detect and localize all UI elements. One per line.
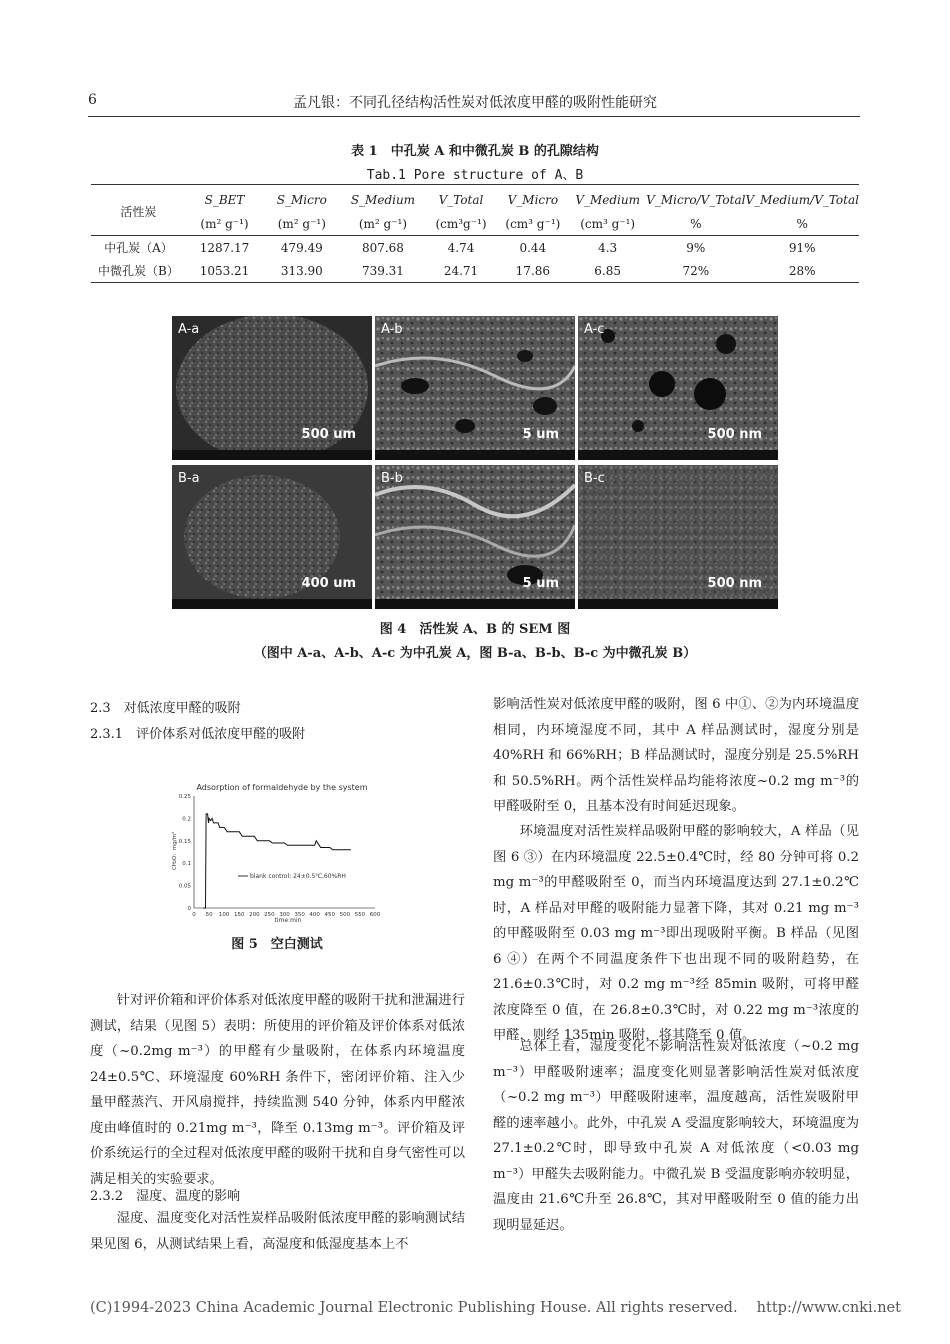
sem-panel <box>578 465 778 609</box>
cell: 739.31 <box>340 259 425 283</box>
scale-bar: 500 nm <box>707 576 762 591</box>
y-tick-label: 0.15 <box>178 838 191 845</box>
scale-bar: 500 nm <box>707 427 762 442</box>
x-tick-label: 600 <box>369 912 380 918</box>
cell: 1053.21 <box>186 259 263 283</box>
sem-info-strip <box>172 599 372 609</box>
x-tick-label: 450 <box>324 912 335 918</box>
x-tick-label: 200 <box>249 912 260 918</box>
col-unit: (m² g⁻¹) <box>186 213 263 236</box>
sem-info-strip <box>375 450 575 460</box>
subsection-heading: 2.3.2 湿度、温度的影响 <box>90 1189 241 1204</box>
sem-info-strip <box>578 599 778 609</box>
scale-bar: 5 um <box>522 576 559 591</box>
figure5-caption: 图 5 空白测试 <box>231 937 323 952</box>
table-caption-en: Tab.1 Pore structure of A、B <box>366 168 584 183</box>
x-tick-label: 350 <box>294 912 305 918</box>
cell: 0.44 <box>519 240 547 255</box>
sem-info-strip <box>172 450 372 460</box>
cell: 28% <box>745 259 859 283</box>
x-tick-label: 100 <box>218 912 230 918</box>
col-header: V_Medium <box>569 185 646 214</box>
header-rule <box>88 116 860 117</box>
left-paragraph: 湿度、温度变化对活性炭样品吸附低浓度甲醛的影响测试结果见图 6，从测试结果上看，高湿度和低湿度基本上不 <box>90 1211 465 1252</box>
cell: 91% <box>788 240 816 255</box>
col-header: V_Total <box>425 185 496 214</box>
series-line <box>203 814 351 908</box>
col-header: V_Medium/V_Total <box>745 185 859 214</box>
col-unit: (m² g⁻¹) <box>263 213 340 236</box>
chart-series <box>203 814 351 908</box>
table-row <box>91 236 859 260</box>
cell: 4.74 <box>447 240 475 255</box>
panel-label: B-b <box>381 471 403 486</box>
row-label: 中孔炭（A） <box>104 241 173 255</box>
cell: 17.86 <box>497 259 570 283</box>
cell: 807.68 <box>361 240 404 255</box>
figure4-caption: 图 4 活性炭 A、B 的 SEM 图 <box>379 622 571 637</box>
col-unit: (m² g⁻¹) <box>340 213 425 236</box>
x-tick-label: 50 <box>205 912 213 918</box>
page-number: 6 <box>88 92 97 108</box>
y-tick-label: 0.05 <box>178 883 191 890</box>
col-unit: (cm³g⁻¹) <box>425 213 496 236</box>
col-header: V_Micro <box>497 185 570 214</box>
panel-label: B-c <box>584 471 605 486</box>
copyright-footer: (C)1994-2023 China Academic Journal Electronic Publishing House. All rights reserved. http://www.cnki.net <box>90 1300 901 1316</box>
sem-panel <box>375 316 575 460</box>
col-header: V_Micro/V_Total <box>646 185 745 214</box>
sem-info-strip <box>375 599 575 609</box>
y-tick-label: 0.25 <box>178 794 191 800</box>
x-tick-label: 500 <box>339 912 351 918</box>
col-header: S_BET <box>186 185 263 214</box>
x-tick-label: 400 <box>309 912 320 918</box>
col-header: S_Micro <box>263 185 340 214</box>
chart-axes <box>179 794 380 918</box>
sem-info-strip <box>578 450 778 460</box>
subsection-heading: 2.3.1 评价体系对低浓度甲醛的吸附 <box>90 727 306 742</box>
cell: 4.3 <box>598 240 618 255</box>
sem-panel <box>172 465 372 609</box>
section-heading: 2.3 对低浓度甲醛的吸附 <box>90 701 241 716</box>
x-tick-label: 150 <box>234 912 245 918</box>
y-tick-label: 0.2 <box>182 816 191 823</box>
panel-label: A-a <box>178 322 200 337</box>
x-tick-label: 550 <box>354 912 366 918</box>
running-title: 孟凡银：不同孔径结构活性炭对低浓度甲醛的吸附性能研究 <box>293 95 657 111</box>
x-axis-label: time:min <box>274 917 302 924</box>
figure4-subcaption: （图中 A-a、A-b、A-c 为中孔炭 A，图 B-a、B-b、B-c 为中微孔炭 B） <box>253 646 697 661</box>
scale-bar: 500 um <box>301 427 356 442</box>
y-tick-label: 0 <box>187 906 191 912</box>
right-paragraph: 影响活性炭对低浓度甲醛的吸附，图 6 中①、②为内环境温度相同，内环境湿度不同，其中 A 样品测试时，湿度分别是 40%RH 和 66%RH；B 样品测试时，湿度分别是 25.5%RH 和 50.5%RH。两个活性炭样品均能将浓度~0.2 mg m⁻³的甲醛吸附至 0，且基本没有时间延迟现象。 <box>493 697 859 814</box>
right-paragraph: 环境温度对活性炭样品吸附甲醛的影响较大，A 样品（见图 6 ③）在内环境温度 22.5±0.4℃时，经 80 分钟可将 0.2 mg m⁻³的甲醛吸附至 0，而当内环境温度达到 27.1±0.2℃时，A 样品对甲醛的吸附能力显著下降，其对 0.21 mg m⁻³的甲醛吸附至 0.03 mg m⁻³即出现吸附平衡。B 样品（见图 6 ④）在两个不同温度条件下也出现不同的吸附趋势，在 21.6±0.3℃时，对 0.2 mg m⁻³经 85min 吸附，可将甲醛浓度降至 0 值，在 26.8±0.3℃时，对 0.22 mg m⁻³浓度的甲醛，则经 135min 吸附，将其降至 0 值。 <box>493 824 859 1043</box>
x-tick-label: 300 <box>279 912 290 918</box>
panel-label: A-b <box>381 322 403 337</box>
pore-structure-table <box>91 184 859 283</box>
blank-test-chart <box>170 776 380 926</box>
table-caption-cn: 表 1 中孔炭 A 和中微孔炭 B 的孔隙结构 <box>351 144 599 159</box>
row-header: 活性炭 <box>91 185 186 236</box>
sem-panel <box>172 316 372 460</box>
col-unit: % <box>745 213 859 236</box>
panel-label: B-a <box>178 471 200 486</box>
x-tick-label: 250 <box>264 912 275 918</box>
scale-bar: 400 um <box>301 576 356 591</box>
cell: 24.71 <box>425 259 496 283</box>
col-unit: (cm³ g⁻¹) <box>497 213 570 236</box>
cell: 313.90 <box>263 259 340 283</box>
cell: 1287.17 <box>199 240 250 255</box>
cell: 6.85 <box>569 259 646 283</box>
y-axis-label: CH₂O：mg/m³ <box>172 831 178 871</box>
y-tick-label: 0.1 <box>182 861 191 868</box>
col-unit: % <box>646 213 745 236</box>
row-label: 中微孔炭（B） <box>91 259 186 283</box>
col-header: S_Medium <box>340 185 425 214</box>
cell: 72% <box>646 259 745 283</box>
sem-panel <box>578 316 778 460</box>
sem-panel <box>375 465 575 609</box>
right-paragraph: 总体上看，湿度变化不影响活性炭对低浓度（~0.2 mg m⁻³）甲醛吸附速率；温度变化则显著影响活性炭对低浓度（~0.2 mg m⁻³）甲醛吸附速率，温度越高，活性炭吸附甲醛的速率越小。此外，中孔炭 A 受温度影响较大，环境温度为 27.1±0.2℃时，即导致中孔炭 A 对低浓度（<0.03 mg m⁻³）甲醛失去吸附能力。中微孔炭 B 受温度影响亦较明显，温度由 21.6℃升至 26.8℃，其对甲醛吸附至 0 值的能力出现明显延迟。 <box>493 1039 859 1233</box>
x-tick-label: 0 <box>192 912 196 918</box>
col-unit: (cm³ g⁻¹) <box>569 213 646 236</box>
sem-figure <box>172 316 778 610</box>
table-row <box>91 259 859 283</box>
cell: 479.49 <box>280 240 323 255</box>
panel-label: A-c <box>584 322 605 337</box>
cell: 9% <box>686 240 706 255</box>
scale-bar: 5 um <box>522 427 559 442</box>
left-paragraph: 针对评价箱和评价体系对低浓度甲醛的吸附干扰和泄漏进行测试，结果（见图 5）表明：所使用的评价箱及评价体系对低浓度（~0.2mg m⁻³）的甲醛有少量吸附，在体系内环境温度 24±0.5℃、环境湿度 60%RH 条件下，密闭评价箱、注入少量甲醛蒸汽、开风扇搅拌，持续监测 540 分钟，体系内甲醛浓度由峰值时的 0.21mg m⁻³，降至 0.13mg m⁻³。评价箱及评价系统运行的全过程对低浓度甲醛的吸附干扰和自身气密性可以满足相关的实验要求。 <box>90 993 465 1187</box>
chart-title: Adsorption of formaldehyde by the system <box>196 783 368 792</box>
legend-label: blank control: 24±0.5℃,60%RH <box>250 873 346 880</box>
